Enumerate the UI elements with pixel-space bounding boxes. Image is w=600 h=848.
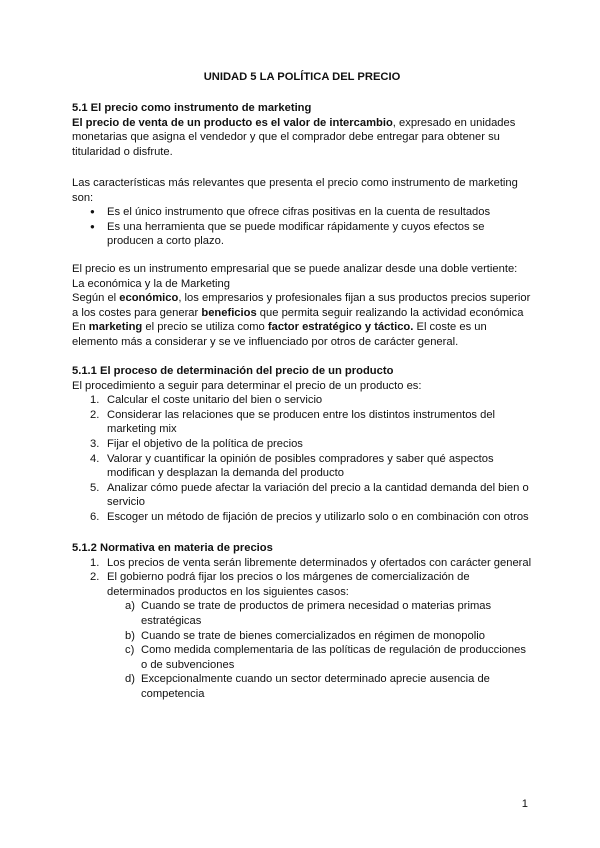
- list-number: 6.: [90, 510, 100, 523]
- list-number: 5.: [90, 481, 100, 494]
- characteristics-list: [72, 205, 532, 249]
- marketing-paragraph: [72, 320, 532, 349]
- list-number: 2.: [90, 571, 100, 584]
- list-item: [72, 510, 532, 525]
- list-item: [72, 437, 532, 452]
- list-letter: a): [125, 600, 135, 613]
- vertientes-block: [72, 262, 532, 350]
- process-intro: El procedimiento a seguir para determinar el precio de un producto es:: [72, 379, 422, 392]
- list-item: ● Es una herramienta que se puede modificar rápidamente y cuyos efectos se producen a corto plazo.: [72, 220, 532, 249]
- section-heading: 5.1 El precio como instrumento de marketing: [72, 102, 312, 114]
- text-run: , los empresarios y profesionales fijan a sus productos precios superior a los costes para generar: [72, 292, 531, 319]
- text-run: el precio se utiliza como: [142, 321, 268, 334]
- paragraph: La económica y la de Marketing: [72, 277, 230, 290]
- list-text: Cuando se trate de productos de primera necesidad o materias primas estratégicas: [141, 600, 492, 627]
- regulation-sublist: [72, 599, 532, 701]
- list-item: [72, 408, 532, 437]
- list-item: [72, 599, 532, 628]
- list-text: Analizar cómo puede afectar la variación del precio a la cantidad demanda del bien o servicio: [107, 481, 529, 509]
- list-text: Escoger un método de fijación de precios y utilizarlo solo o en combinación con otros: [107, 510, 529, 523]
- text-run: Según el: [72, 292, 120, 305]
- list-number: 4.: [90, 452, 100, 465]
- list-item: [72, 452, 532, 481]
- list-item: [72, 556, 532, 571]
- section-5-1-1: [72, 364, 532, 525]
- list-text: Considerar las relaciones que se producen entre los distintos instrumentos del marketing mix: [107, 408, 496, 436]
- economic-paragraph: [72, 291, 532, 320]
- characteristics-intro: Las características más relevantes que presenta el precio como instrumento de marketing son:: [72, 177, 518, 204]
- text-run: El coste es un elemento más a considerar y se ve influenciado por otros de carácter general.: [72, 321, 487, 348]
- list-text: Los precios de venta serán libremente determinados y ofertados con carácter general: [107, 556, 532, 569]
- list-letter: d): [125, 673, 135, 686]
- list-item: [72, 393, 532, 408]
- section-heading: 5.1.2 Normativa en materia de precios: [72, 542, 273, 554]
- list-text: Como medida complementaria de las políticas de regulación de producciones o de subvenciones: [141, 644, 526, 671]
- characteristics-block: [72, 176, 532, 249]
- list-item: [72, 672, 532, 701]
- list-letter: c): [125, 644, 135, 657]
- bold-run: beneficios: [201, 306, 257, 319]
- definition-paragraph: [72, 116, 532, 160]
- list-text: Valorar y cuantificar la opinión de posibles compradores y saber qué aspectos modifican y desplazan la demanda del producto: [107, 452, 494, 480]
- list-letter: b): [125, 629, 135, 642]
- list-text: Excepcionalmente cuando un sector determinado aprecie ausencia de competencia: [141, 673, 490, 700]
- list-number: 3.: [90, 437, 100, 450]
- list-number: 1.: [90, 394, 100, 407]
- page-number: 1: [521, 798, 528, 810]
- list-item: [72, 643, 532, 672]
- regulation-list: [72, 556, 532, 600]
- definition-text: , expresado en unidades monetarias que asigna el vendedor y que el comprador debe entregar para obtener su titularidad o disfrute.: [72, 116, 516, 158]
- list-item: [72, 481, 532, 510]
- list-item: ● Es el único instrumento que ofrece cifras positivas en la cuenta de resultados: [72, 205, 532, 220]
- list-text: Cuando se trate de bienes comercializados en régimen de monopolio: [141, 629, 485, 642]
- paragraph: El precio es un instrumento empresarial que se puede analizar desde una doble vertiente:: [72, 263, 518, 275]
- document-title: UNIDAD 5 LA POLÍTICA DEL PRECIO: [203, 71, 401, 83]
- list-text: El gobierno podrá fijar los precios o los márgenes de comercialización de determinados productos en los siguientes casos:: [107, 571, 470, 598]
- list-item: [72, 629, 532, 644]
- text-run: que permita seguir realizando la actividad económica: [256, 306, 524, 319]
- definition-bold: El precio de venta de un producto es el valor de intercambio: [72, 116, 393, 129]
- list-number: 1.: [90, 556, 100, 569]
- section-5-1: [72, 101, 532, 159]
- list-text: Calcular el coste unitario del bien o servicio: [107, 394, 323, 407]
- list-number: 2.: [90, 408, 100, 421]
- bold-run: marketing: [88, 321, 143, 334]
- list-text: Fijar el objetivo de la política de precios: [107, 437, 303, 450]
- bold-run: factor estratégico y táctico.: [267, 321, 414, 334]
- list-item: [72, 570, 532, 599]
- process-steps: [72, 393, 532, 524]
- section-heading: 5.1.1 El proceso de determinación del precio de un producto: [72, 365, 394, 377]
- bold-run: económico: [119, 292, 179, 305]
- section-5-1-2: [72, 541, 532, 702]
- text-run: En: [72, 321, 89, 334]
